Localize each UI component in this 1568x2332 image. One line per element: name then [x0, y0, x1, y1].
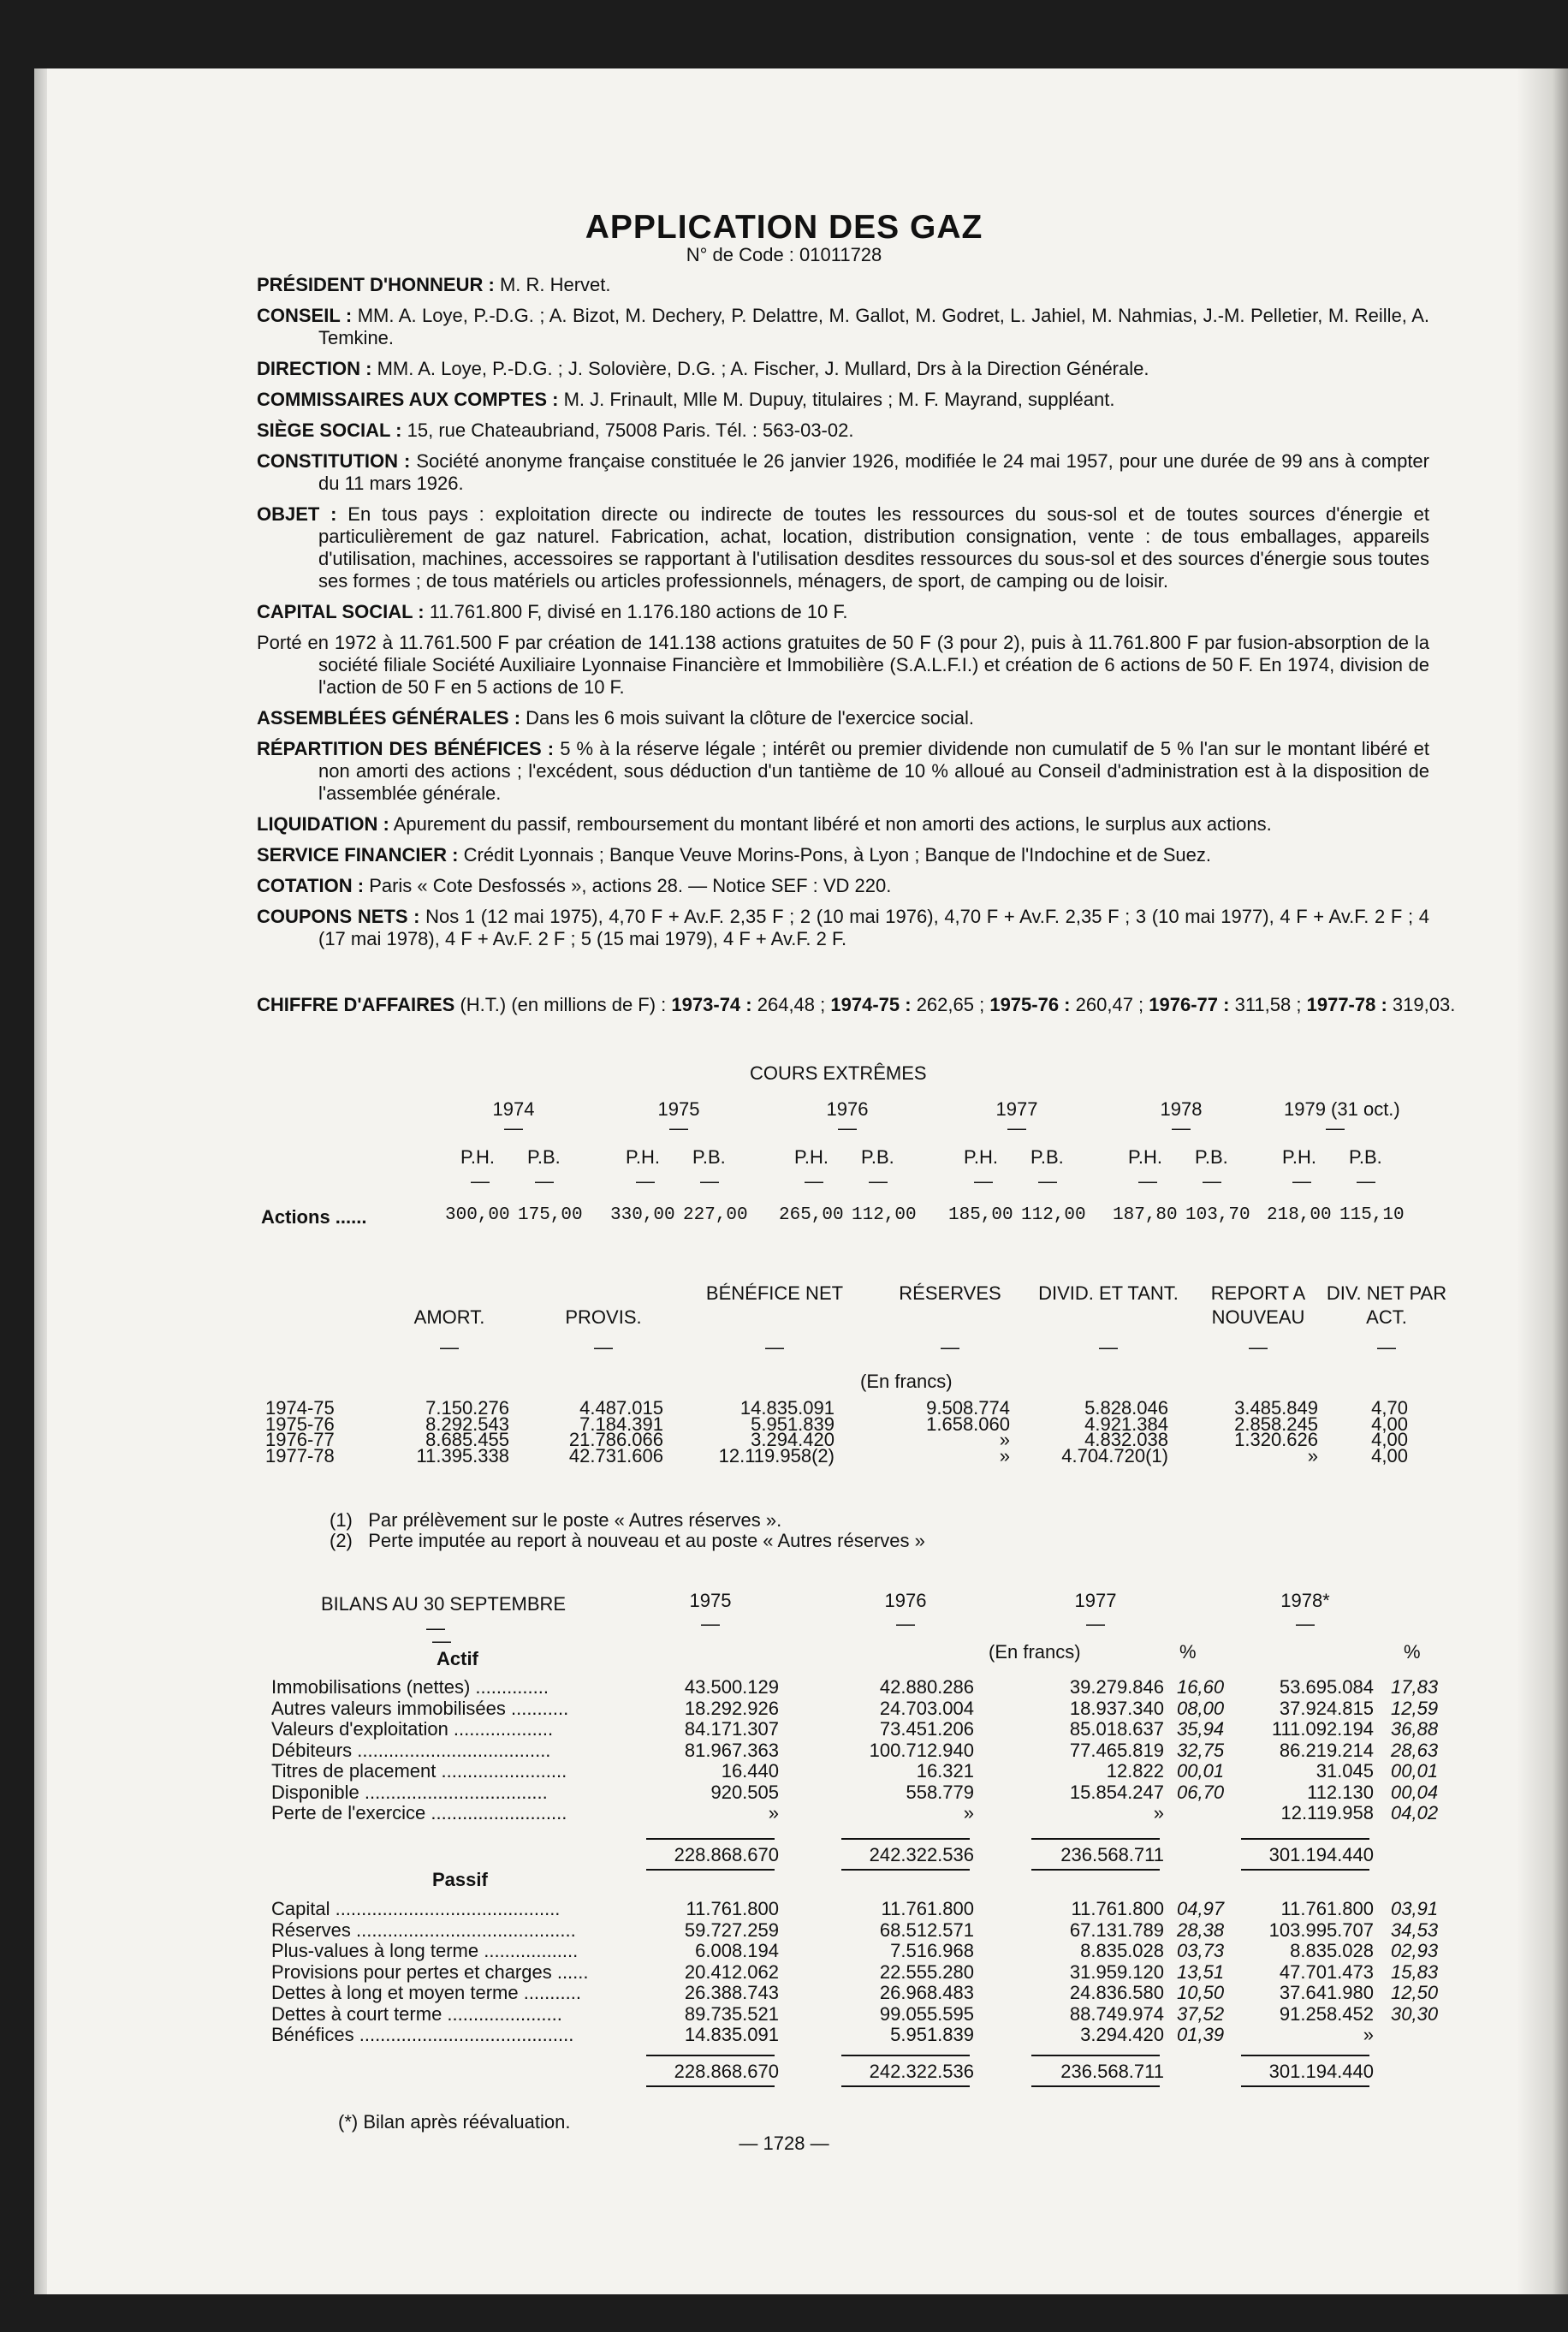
info-paragraph	[257, 813, 1429, 836]
bilan-pct: 36,88	[1391, 1718, 1439, 1740]
info-paragraph	[257, 419, 1429, 442]
info-paragraph	[257, 632, 1429, 699]
bilan-value: 22.555.280	[879, 1960, 974, 1983]
bilans-year: 1978*	[1280, 1590, 1330, 1611]
bilan-row-label: Capital ...........................................	[271, 1898, 561, 1919]
info-label: COUPONS NETS :	[257, 906, 420, 927]
results-cell: 14.835.091	[739, 1397, 834, 1419]
cours-ph-value: 265,00	[779, 1205, 844, 1225]
bilan-pct: 00,04	[1391, 1781, 1439, 1803]
cours-year: 1976	[826, 1098, 869, 1120]
bilan-pct: 01,39	[1177, 2024, 1225, 2045]
bilan-value: 558.779	[906, 1781, 974, 1803]
bilan-value: 11.761.800	[1071, 1898, 1164, 1919]
results-cell: 7.184.391	[579, 1413, 663, 1435]
dash	[535, 1169, 554, 1193]
bilan-value: 8.835.028	[1080, 1940, 1164, 1961]
dash	[974, 1169, 993, 1193]
bilan-row-label: Débiteurs .....................................	[271, 1739, 551, 1761]
total-rule	[1031, 1838, 1160, 1840]
total-rule	[841, 1838, 970, 1840]
dash	[1138, 1169, 1157, 1193]
cours-ph: P.H.	[1128, 1146, 1162, 1168]
info-paragraph	[257, 906, 1429, 950]
bilan-row-label: Bénéfices .........................................	[271, 2024, 574, 2045]
total-rule	[1031, 1869, 1160, 1871]
cours-row-label: Actions ......	[261, 1206, 367, 1228]
bilan-value: 18.292.926	[684, 1697, 779, 1719]
bilan-pct: 00,01	[1391, 1760, 1439, 1782]
results-cell: »	[1307, 1444, 1318, 1466]
info-text: Paris « Cote Desfossés », actions 28. — Notice SEF : VD 220.	[369, 875, 892, 896]
bilan-value: 39.279.846	[1069, 1676, 1164, 1698]
dash	[1292, 1169, 1311, 1193]
results-note: (2) Perte imputée au report à nouveau et au poste « Autres réserves »	[330, 1530, 925, 1551]
bilan-value: 11.761.800	[1280, 1898, 1374, 1919]
chiffre-affaires	[257, 993, 1456, 1016]
bilan-value: 14.835.091	[684, 2024, 779, 2045]
info-label: PRÉSIDENT D'HONNEUR :	[257, 274, 495, 295]
results-cell: 21.786.066	[568, 1429, 663, 1450]
ca-year-3: 1975-76 :	[989, 994, 1071, 1015]
bilan-pct: 28,63	[1391, 1739, 1439, 1761]
bilan-value: 42.880.286	[879, 1676, 974, 1698]
info-paragraph	[257, 358, 1429, 380]
dash	[1038, 1169, 1057, 1193]
info-text: Apurement du passif, remboursement du montant libéré et non amorti des actions, le surplus aux actions.	[393, 813, 1272, 835]
ca-label: CHIFFRE D'AFFAIRES	[257, 994, 455, 1015]
results-cell: 4.704.720(1)	[1061, 1444, 1168, 1466]
bilan-value: 26.388.743	[684, 1982, 779, 2003]
cours-ph: P.H.	[794, 1146, 829, 1168]
bilan-total: 301.194.440	[1268, 1844, 1374, 1865]
results-cell: 4,00	[1371, 1413, 1408, 1435]
bilan-pct: 03,91	[1391, 1898, 1439, 1919]
cours-pb: P.B.	[1030, 1146, 1064, 1168]
results-cell: »	[999, 1444, 1010, 1466]
results-cell: 4,70	[1371, 1397, 1408, 1419]
results-year: 1976-77	[265, 1429, 335, 1450]
bilan-value: 6.008.194	[695, 1940, 779, 1961]
info-text: M. R. Hervet.	[499, 274, 611, 295]
bilan-value: 12.822	[1106, 1760, 1164, 1782]
info-label: COTATION :	[257, 875, 365, 896]
info-text: 5 % à la réserve légale ; intérêt ou premier dividende non cumulatif de 5 % l'an sur le montant libéré et non amorti des actions ; l'excédent, sous déduction d'un tantième de 10 % alloué au Conseil d'administration est à la disposition de l'assemblée générale.	[318, 738, 1429, 804]
bilan-row-label: Plus-values à long terme ..................	[271, 1940, 579, 1961]
bilan-value: 59.727.259	[684, 1919, 779, 1941]
info-paragraph	[257, 738, 1429, 805]
dash	[1310, 1336, 1464, 1359]
cours-ph: P.H.	[460, 1146, 495, 1168]
cours-pb-value: 175,00	[518, 1205, 583, 1225]
cours-ph-value: 218,00	[1267, 1205, 1332, 1225]
dash	[873, 1336, 1027, 1359]
ca-year-1: 1973-74 :	[671, 994, 752, 1015]
bilan-pct: 16,60	[1177, 1676, 1225, 1698]
cours-ph-value: 300,00	[445, 1205, 510, 1225]
bilan-pct: 34,53	[1391, 1919, 1439, 1941]
info-text: 11.761.800 F, divisé en 1.176.180 actions de 10 F.	[429, 601, 848, 622]
bilan-pct: 10,50	[1177, 1982, 1225, 2003]
results-cell: »	[999, 1429, 1010, 1450]
info-label: CAPITAL SOCIAL :	[257, 601, 425, 622]
bilan-value: 43.500.129	[684, 1676, 779, 1698]
results-header: RÉSERVES	[899, 1282, 1001, 1304]
results-cell: 1.658.060	[926, 1413, 1010, 1435]
results-cell: 5.828.046	[1084, 1397, 1168, 1419]
bilan-pct: 04,97	[1177, 1898, 1225, 1919]
info-label: RÉPARTITION DES BÉNÉFICES :	[257, 738, 555, 759]
bilan-total: 242.322.536	[869, 2061, 974, 2082]
results-cell: 7.150.276	[425, 1397, 509, 1419]
bilan-value: 920.505	[710, 1781, 779, 1803]
bilan-value: 16.440	[721, 1760, 779, 1782]
page-number: — 1728 —	[739, 2133, 829, 2154]
results-cell: 3.485.849	[1234, 1397, 1318, 1419]
results-header: DIV. NET PAR ACT.	[1326, 1282, 1447, 1328]
dash	[1284, 1116, 1387, 1139]
bilan-value: 112.130	[1307, 1781, 1374, 1803]
results-cell: 4.921.384	[1084, 1413, 1168, 1435]
bilan-value: 11.761.800	[881, 1898, 974, 1919]
passif-label: Passif	[432, 1869, 488, 1890]
ca-value-4: 311,58 ;	[1234, 994, 1302, 1015]
total-rule	[841, 2055, 970, 2056]
pct-header: %	[1179, 1641, 1197, 1663]
dash	[636, 1169, 655, 1193]
bilan-pct: 13,51	[1177, 1960, 1225, 1983]
bilan-row-label: Valeurs d'exploitation ...................	[271, 1718, 554, 1740]
dash	[1031, 1336, 1185, 1359]
results-cell: 1.320.626	[1234, 1429, 1318, 1450]
bilan-pct: 08,00	[1177, 1697, 1225, 1719]
bilan-pct: 12,50	[1391, 1982, 1439, 2003]
results-header: DIVID. ET TANT.	[1038, 1282, 1179, 1304]
info-text: 15, rue Chateaubriand, 75008 Paris. Tél. : 563-03-02.	[407, 419, 854, 441]
total-rule	[841, 2085, 970, 2087]
results-unit: (En francs)	[860, 1371, 953, 1392]
results-header: AMORT.	[413, 1306, 485, 1328]
info-label: OBJET :	[257, 503, 337, 525]
bilan-value: »	[1153, 1802, 1164, 1823]
bilan-row-label: Provisions pour pertes et charges ......	[271, 1960, 589, 1983]
info-text: Crédit Lyonnais ; Banque Veuve Morins-Pons, à Lyon ; Banque de l'Indochine et de Suez.	[463, 844, 1212, 866]
dash	[1357, 1169, 1375, 1193]
bilan-total: 236.568.711	[1060, 2061, 1164, 2082]
info-paragraph	[257, 305, 1429, 349]
dash	[698, 1336, 852, 1359]
ca-value-2: 262,65 ;	[916, 994, 985, 1015]
cours-year: 1978	[1160, 1098, 1203, 1120]
cours-ph: P.H.	[626, 1146, 660, 1168]
bilan-pct: 30,30	[1391, 2002, 1439, 2025]
bilans-year: 1976	[884, 1590, 927, 1611]
bilan-value: 47.701.473	[1279, 1960, 1374, 1983]
results-cell: 3.294.420	[751, 1429, 834, 1450]
results-year: 1977-78	[265, 1444, 335, 1466]
bilan-value: 24.836.580	[1069, 1982, 1164, 2003]
pct-header: %	[1404, 1641, 1421, 1663]
results-cell: 4.487.015	[579, 1397, 663, 1419]
info-paragraph	[257, 274, 1429, 296]
ca-value-1: 264,48 ;	[757, 994, 826, 1015]
results-cell: 8.685.455	[425, 1429, 509, 1450]
info-paragraph	[257, 389, 1429, 411]
dash	[471, 1169, 490, 1193]
info-label: SIÈGE SOCIAL :	[257, 419, 402, 441]
bilan-row-label: Dettes à long et moyen terme ...........	[271, 1982, 581, 2003]
dash	[1027, 1612, 1164, 1635]
info-text: MM. A. Loye, P.-D.G. ; A. Bizot, M. Dechery, P. Delattre, M. Gallot, M. Godret, L. Jahiel, M. Nahmias, J.-M. Pelletier, M. Reille, A. Temkine.	[318, 305, 1429, 348]
results-cell: 4,00	[1371, 1444, 1408, 1466]
bilan-value: 84.171.307	[684, 1718, 779, 1740]
cours-year: 1977	[995, 1098, 1038, 1120]
bilan-pct: 17,83	[1391, 1676, 1439, 1698]
bilan-row-label: Immobilisations (nettes) ..............	[271, 1676, 549, 1698]
bilan-value: 8.835.028	[1290, 1940, 1374, 1961]
total-rule	[1241, 2085, 1369, 2087]
bilan-row-label: Dettes à court terme ......................	[271, 2002, 562, 2025]
bilan-value: 89.735.521	[684, 2002, 779, 2025]
bilan-value: »	[963, 1802, 974, 1823]
results-cell: 11.395.338	[416, 1444, 509, 1466]
ca-unit: (H.T.) (en millions de F) :	[460, 994, 667, 1015]
company-info	[257, 274, 1429, 959]
bilan-row-label: Disponible ...................................	[271, 1781, 548, 1803]
results-cell: 4.832.038	[1084, 1429, 1168, 1450]
bilan-value: 31.959.120	[1069, 1960, 1164, 1983]
results-year: 1974-75	[265, 1397, 335, 1419]
ca-year-5: 1977-78 :	[1306, 994, 1387, 1015]
info-label: LIQUIDATION :	[257, 813, 389, 835]
bilan-value: 37.924.815	[1279, 1697, 1374, 1719]
total-rule	[646, 2055, 775, 2056]
ca-year-2: 1974-75 :	[830, 994, 912, 1015]
info-paragraph	[257, 601, 1429, 623]
page-fold-shadow	[1517, 68, 1568, 2294]
cours-pb: P.B.	[527, 1146, 561, 1168]
cours-year: 1979 (31 oct.)	[1284, 1098, 1400, 1120]
bilan-value: »	[768, 1802, 779, 1823]
ca-value-5: 319,03.	[1392, 994, 1456, 1015]
cours-pb: P.B.	[1349, 1146, 1382, 1168]
dash	[1237, 1612, 1374, 1635]
bilan-value: 16.321	[916, 1760, 974, 1782]
results-cell: 8.292.543	[425, 1413, 509, 1435]
cours-ph-value: 330,00	[610, 1205, 675, 1225]
results-cell: 5.951.839	[751, 1413, 834, 1435]
actif-label: Actif	[437, 1648, 478, 1669]
bilan-value: 86.219.214	[1279, 1739, 1374, 1761]
total-rule	[1031, 2085, 1160, 2087]
dash	[805, 1169, 823, 1193]
info-text: Porté en 1972 à 11.761.500 F par création de 141.138 actions gratuites de 50 F (3 pour 2), puis à 11.761.800 F par fusion-absorption de la société filiale Société Auxiliaire Lyonnaise Financière et Immobilière (S.A.L.F.I.) et création de 6 actions de 50 F. En 1974, division de l'action de 50 F en 5 actions de 10 F.	[257, 632, 1429, 698]
bilan-pct: 15,83	[1391, 1960, 1439, 1983]
cours-pb-value: 103,70	[1185, 1205, 1250, 1225]
total-rule	[1241, 1838, 1369, 1840]
bilan-value: 26.968.483	[879, 1982, 974, 2003]
bilan-value: 37.641.980	[1279, 1982, 1374, 2003]
bilan-total: 301.194.440	[1268, 2061, 1374, 2082]
bilan-value: »	[1363, 2024, 1374, 2045]
bilans-unit: (En francs)	[989, 1641, 1081, 1663]
company-code: N° de Code : 01011728	[686, 244, 882, 265]
cours-pb-value: 112,00	[1021, 1205, 1086, 1225]
bilan-row-label: Perte de l'exercice ..........................	[271, 1802, 567, 1823]
info-paragraph	[257, 707, 1429, 729]
bilan-total: 228.868.670	[674, 1844, 779, 1865]
cours-year: 1974	[492, 1098, 535, 1120]
total-rule	[841, 1869, 970, 1871]
info-paragraph	[257, 844, 1429, 866]
results-note: (1) Par prélèvement sur le poste « Autres réserves ».	[330, 1509, 782, 1531]
results-cell: 2.858.245	[1234, 1413, 1318, 1435]
dash	[700, 1169, 719, 1193]
bilan-value: 31.045	[1316, 1760, 1374, 1782]
bilan-value: 3.294.420	[1080, 2024, 1164, 2045]
dash	[837, 1612, 974, 1635]
bilan-row-label: Titres de placement ........................	[271, 1760, 567, 1782]
bilan-total: 236.568.711	[1060, 1844, 1164, 1865]
bilan-value: 68.512.571	[879, 1919, 974, 1941]
total-rule	[1241, 1869, 1369, 1871]
results-cell: 4,00	[1371, 1429, 1408, 1450]
bilan-value: 99.055.595	[879, 2002, 974, 2025]
bilan-pct: 35,94	[1177, 1718, 1225, 1740]
bilan-value: 24.703.004	[879, 1697, 974, 1719]
ca-year-4: 1976-77 :	[1149, 994, 1230, 1015]
bilan-value: 15.854.247	[1069, 1781, 1164, 1803]
results-header: REPORT A NOUVEAU	[1210, 1282, 1306, 1328]
bilan-row-label: Autres valeurs immobilisées ...........	[271, 1697, 569, 1719]
cours-pb: P.B.	[861, 1146, 894, 1168]
bilan-value: 73.451.206	[879, 1718, 974, 1740]
info-label: CONSEIL :	[257, 305, 353, 326]
cours-ph-value: 187,80	[1113, 1205, 1178, 1225]
cours-pb-value: 227,00	[683, 1205, 748, 1225]
page-title: APPLICATION DES GAZ	[585, 209, 983, 246]
info-text: Société anonyme française constituée le 26 janvier 1926, modifiée le 24 mai 1957, pour une durée de 99 ans à compter du 11 mars 1926.	[318, 450, 1429, 494]
bilan-value: 11.761.800	[686, 1898, 779, 1919]
info-text: Dans les 6 mois suivant la clôture de l'exercice social.	[526, 707, 975, 729]
bilan-value: 85.018.637	[1069, 1718, 1164, 1740]
dash	[1203, 1169, 1221, 1193]
dash	[965, 1116, 1068, 1139]
cours-ph: P.H.	[964, 1146, 998, 1168]
bilan-value: 77.465.819	[1069, 1739, 1164, 1761]
bilan-value: 100.712.940	[869, 1739, 974, 1761]
cours-pb: P.B.	[1195, 1146, 1228, 1168]
info-label: SERVICE FINANCIER :	[257, 844, 459, 866]
info-label: DIRECTION :	[257, 358, 372, 379]
bilan-total: 242.322.536	[869, 1844, 974, 1865]
total-rule	[646, 1838, 775, 1840]
bilan-pct: 06,70	[1177, 1781, 1225, 1803]
dash	[627, 1116, 730, 1139]
bilan-pct: 37,52	[1177, 2002, 1225, 2025]
dash	[372, 1336, 526, 1359]
results-header: PROVIS.	[565, 1306, 642, 1328]
bilan-value: 111.092.194	[1271, 1718, 1374, 1740]
cours-pb: P.B.	[692, 1146, 726, 1168]
total-rule	[646, 1869, 775, 1871]
info-text: Nos 1 (12 mai 1975), 4,70 F + Av.F. 2,35 F ; 2 (10 mai 1976), 4,70 F + Av.F. 2,35 F ; 3 (10 mai 1977), 4 F + Av.F. 2 F ; 4 (17 mai 1978), 4 F + Av.F. 2 F ; 5 (15 mai 1979), 4 F + Av.F. 2 F.	[318, 906, 1429, 949]
bilan-total: 228.868.670	[674, 2061, 779, 2082]
cours-year: 1975	[657, 1098, 700, 1120]
bilan-pct: 28,38	[1177, 1919, 1225, 1941]
bilan-pct: 00,01	[1177, 1760, 1225, 1782]
dash	[796, 1116, 899, 1139]
results-cell: 12.119.958(2)	[718, 1444, 834, 1466]
cours-ph: P.H.	[1282, 1146, 1316, 1168]
bilans-year: 1977	[1074, 1590, 1117, 1611]
results-cell: 42.731.606	[568, 1444, 663, 1466]
info-text: MM. A. Loye, P.-D.G. ; J. Solovière, D.G. ; A. Fischer, J. Mullard, Drs à la Direction Générale.	[377, 358, 1149, 379]
bilan-pct: 12,59	[1391, 1697, 1439, 1719]
bilan-value: 103.995.707	[1268, 1919, 1374, 1941]
info-paragraph	[257, 875, 1429, 897]
bilan-value: 67.131.789	[1069, 1919, 1164, 1941]
info-label: CONSTITUTION :	[257, 450, 411, 472]
info-paragraph	[257, 450, 1429, 495]
bilan-value: 18.937.340	[1069, 1697, 1164, 1719]
bilan-value: 81.967.363	[684, 1739, 779, 1761]
dash	[432, 1629, 451, 1652]
info-label: ASSEMBLÉES GÉNÉRALES :	[257, 707, 521, 729]
results-year: 1975-76	[265, 1413, 335, 1435]
info-label: COMMISSAIRES AUX COMPTES :	[257, 389, 559, 410]
cours-pb-value: 112,00	[852, 1205, 917, 1225]
bilan-value: 7.516.968	[890, 1940, 974, 1961]
bilan-pct: 32,75	[1177, 1739, 1225, 1761]
bilans-year: 1975	[689, 1590, 732, 1611]
bilan-pct: 02,93	[1391, 1940, 1439, 1961]
dash	[462, 1116, 565, 1139]
total-rule	[1241, 2055, 1369, 2056]
bilans-title: BILANS AU 30 SEPTEMBRE	[321, 1593, 567, 1615]
bilan-value: 5.951.839	[890, 2024, 974, 2045]
bilan-value: 12.119.958	[1280, 1802, 1374, 1823]
dash	[642, 1612, 779, 1635]
results-header: BÉNÉFICE NET	[705, 1282, 844, 1304]
bilan-value: 91.258.452	[1279, 2002, 1374, 2025]
cours-ph-value: 185,00	[948, 1205, 1013, 1225]
ca-value-3: 260,47 ;	[1075, 994, 1144, 1015]
total-rule	[646, 2085, 775, 2087]
bilan-pct: 03,73	[1177, 1940, 1225, 1961]
info-text: M. J. Frinault, Mlle M. Dupuy, titulaires ; M. F. Mayrand, suppléant.	[563, 389, 1115, 410]
info-paragraph	[257, 503, 1429, 592]
dash	[526, 1336, 680, 1359]
bilan-value: 88.749.974	[1069, 2002, 1164, 2025]
results-cell: 9.508.774	[926, 1397, 1010, 1419]
cours-pb-value: 115,10	[1339, 1205, 1405, 1225]
cours-title: COURS EXTRÊMES	[750, 1062, 927, 1084]
info-text: En tous pays : exploitation directe ou indirecte de toutes les ressources du sous-sol et de toutes sources d'énergie et particulièrement de gaz naturel. Fabrication, achat, location, distribution consignation, vente : de tous emballages, appareils d'utilisation, machines, accessoires se rapportant à l'utilisation desdites ressources du sous-sol et des sources d'énergie sous toutes ses formes ; de tous matériels ou articles professionnels, ménagers, de sport, de camping ou de loisir.	[318, 503, 1429, 592]
bilans-footnote: (*) Bilan après réévaluation.	[338, 2111, 571, 2133]
dash	[869, 1169, 888, 1193]
total-rule	[1031, 2055, 1160, 2056]
bilan-row-label: Réserves ..........................................	[271, 1919, 576, 1941]
dash	[1130, 1116, 1232, 1139]
bilan-pct: 04,02	[1391, 1802, 1439, 1823]
bilan-value: 20.412.062	[684, 1960, 779, 1983]
bilan-value: 53.695.084	[1279, 1676, 1374, 1698]
